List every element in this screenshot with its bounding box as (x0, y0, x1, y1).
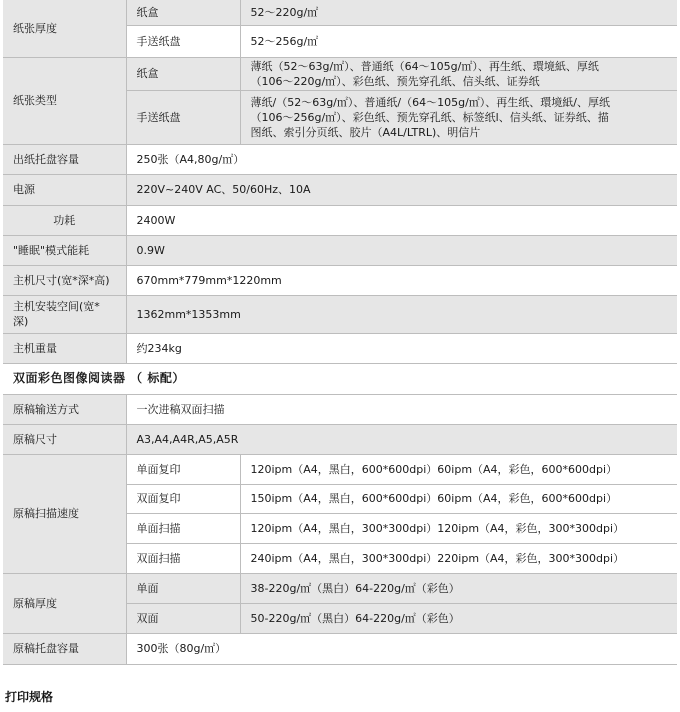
row-label: 纸张类型 (3, 57, 126, 144)
table-row (3, 295, 677, 333)
sub-label: 双面复印 (126, 484, 240, 513)
row-label: 功耗 (3, 205, 126, 235)
text-line: 薄纸/（52～63g/㎡）、普通纸/（64～105g/㎡）、再生纸、環境紙/、厚纸 (250, 95, 610, 109)
sub-label: 手送纸盘 (126, 25, 240, 57)
sub-label: 双面扫描 (126, 543, 240, 573)
cell-value: A3,A4,A4R,A5,A5R (126, 424, 677, 454)
row-label: "睡眠"模式能耗 (3, 235, 126, 265)
cell-value: 220V~240V AC、50/60Hz、10A (126, 174, 677, 205)
section-row (3, 363, 677, 394)
row-label: 出纸托盘容量 (3, 144, 126, 174)
table-row (3, 454, 677, 484)
cell-value: 300张（80g/㎡） (126, 633, 677, 664)
cell-value (240, 90, 677, 144)
table-row (3, 0, 677, 25)
table-row (3, 265, 677, 295)
row-label: 主机重量 (3, 333, 126, 363)
sub-label: 纸盒 (126, 57, 240, 90)
cell-value: 240ipm（A4，黑白，300*300dpi）220ipm（A4，彩色，300*300dpi） (240, 543, 677, 573)
table-row (3, 174, 677, 205)
row-label: 原稿扫描速度 (3, 454, 126, 573)
cell-value: 250张（A4,80g/㎡） (126, 144, 677, 174)
sub-label: 手送纸盘 (126, 90, 240, 144)
table-row (3, 573, 677, 603)
cell-value: 0.9W (126, 235, 677, 265)
cell-value: 52～256g/㎡ (240, 25, 677, 57)
sub-label: 纸盒 (126, 0, 240, 25)
cell-value: 670mm*779mm*1220mm (126, 265, 677, 295)
row-label: 电源 (3, 174, 126, 205)
sub-label: 单面 (126, 573, 240, 603)
cell-value: 52～220g/㎡ (240, 0, 677, 25)
row-label: 原稿输送方式 (3, 394, 126, 424)
row-label: 原稿尺寸 (3, 424, 126, 454)
sub-label: 单面复印 (126, 454, 240, 484)
cell-value: 一次进稿双面扫描 (126, 394, 677, 424)
table-row (3, 333, 677, 363)
row-label: 原稿厚度 (3, 573, 126, 633)
table-row (3, 424, 677, 454)
sub-label: 单面扫描 (126, 513, 240, 543)
cell-value: 1362mm*1353mm (126, 295, 677, 333)
text-line: 薄纸（52～63g/㎡）、普通纸（64～105g/㎡）、再生纸、環境紙、厚纸 (250, 59, 599, 73)
text-line: （106～220g/㎡）、彩色纸、预先穿孔纸、信头纸、证券纸 (250, 74, 540, 88)
cell-value: 120ipm（A4，黑白，600*600dpi）60ipm（A4，彩色，600*600dpi） (240, 454, 677, 484)
cell-value: 约234kg (126, 333, 677, 363)
row-label: 原稿托盘容量 (3, 633, 126, 664)
row-label (3, 295, 126, 333)
print-spec-heading: 打印规格 (5, 690, 54, 704)
text-line: （106～256g/㎡）、彩色纸、预先穿孔纸、标签纸l、信头纸、证券纸、描 (250, 110, 609, 124)
label-line: 主机安装空间(宽* (13, 300, 100, 313)
text-line: 图纸、索引分页纸、胶片（A4L/LTRL)、明信片 (250, 125, 481, 139)
table-row (3, 394, 677, 424)
table-row (3, 205, 677, 235)
sub-label: 双面 (126, 603, 240, 633)
cell-value: 38-220g/㎡（黑白）64-220g/㎡（彩色） (240, 573, 677, 603)
table-row (3, 633, 677, 664)
cell-value: 50-220g/㎡（黑白）64-220g/㎡（彩色） (240, 603, 677, 633)
cell-value: 120ipm（A4，黑白，300*300dpi）120ipm（A4，彩色，300*300dpi） (240, 513, 677, 543)
cell-value: 2400W (126, 205, 677, 235)
row-label: 纸张厚度 (3, 0, 126, 57)
row-label: 主机尺寸(宽*深*高) (3, 265, 126, 295)
cell-value (240, 57, 677, 90)
table-row (3, 144, 677, 174)
cell-value: 150ipm（A4，黑白，600*600dpi）60ipm（A4，彩色，600*600dpi） (240, 484, 677, 513)
table-row (3, 235, 677, 265)
table-row (3, 57, 677, 90)
spec-table (3, 0, 677, 665)
label-line: 深) (13, 315, 29, 328)
section-title: 双面彩色图像阅读器 （ 标配） (3, 363, 677, 394)
